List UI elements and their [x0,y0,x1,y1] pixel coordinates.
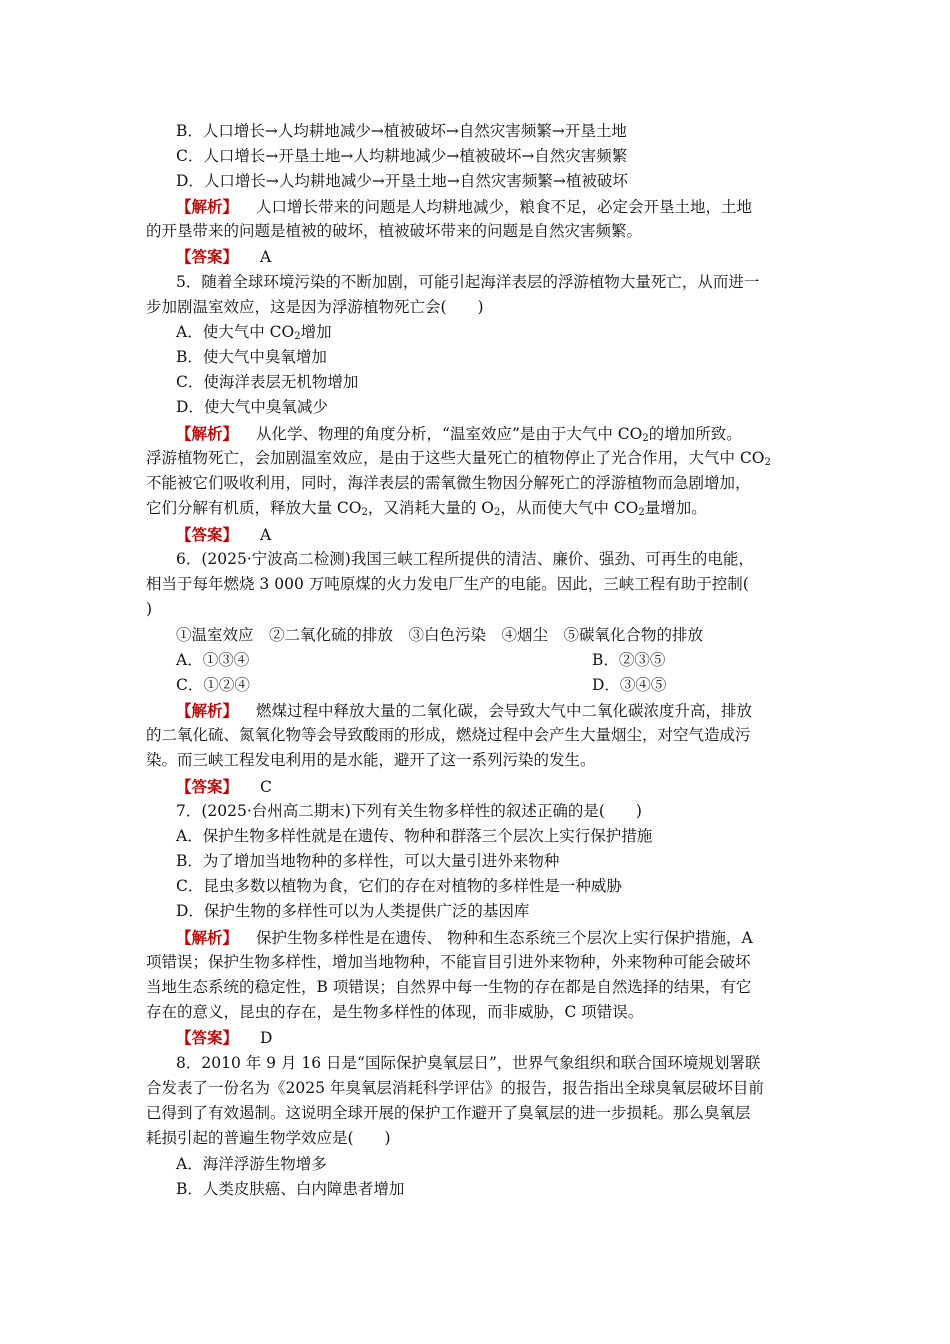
q5-explanation-cont: 不能被它们吸收利用，同时，海洋表层的需氧微生物因分解死亡的浮游植物而急剧增加， [146,474,751,492]
subscript: 2 [494,507,501,518]
subscript: 2 [638,507,645,518]
q6-explanation-line [176,698,752,724]
explanation-text: 从化学、物理的角度分析，“温室效应”是由于大气中 CO [256,425,643,443]
text: A．使大气中 CO [176,323,295,341]
q5-option-d: D．使大气中臭氧减少 [176,398,328,416]
answer-tag: 【答案】 [176,247,239,266]
subscript: 2 [294,331,301,342]
explanation-text: 燃煤过程中释放大量的二氧化碳，会导致大气中二氧化碳浓度升高，排放 [256,702,753,720]
q7-explanation-cont: 当地生态系统的稳定性，B 项错误；自然界中每一生物的存在都是自然选择的结果，有它 [146,978,752,996]
answer-value: D [260,1029,273,1047]
q7-stem: 7．(2025·台州高二期末)下列有关生物多样性的叙述正确的是( ) [176,802,642,820]
q7-option-c: C．昆虫多数以植物为食，它们的存在对植物的多样性是一种威胁 [176,877,622,895]
explanation-text: ，又消耗大量的 O [367,499,495,517]
explanation-text: 人口增长带来的问题是人均耕地减少，粮食不足，必定会开垦土地，土地 [256,198,753,216]
q5-answer-line [176,522,271,548]
answer-tag: 【答案】 [176,525,239,544]
q6-stem: 6．(2025·宁波高二检测)我国三峡工程所提供的清洁、廉价、强劲、可再生的电能， [176,550,754,568]
explanation-tag: 【解析】 [176,701,239,720]
q4-option-d: D．人口增长→人均耕地减少→开垦土地→自然灾害频繁→植被破坏 [176,172,628,190]
explanation-text: 保护生物多样性是在遗传、 物种和生态系统三个层次上实行保护措施，A [256,929,753,947]
q5-option-c: C．使海洋表层无机物增加 [176,373,359,391]
q6-options-row-2 [176,673,667,698]
q8-stem-cont: 合发表了一份名为《2025 年臭氧层消耗科学评估》的报告，报告指出全球臭氧层破坏目前 [146,1079,764,1097]
q6-stem-cont: ) [146,600,153,618]
subscript: 2 [764,457,771,468]
q5-option-b: B．使大气中臭氧增加 [176,348,327,366]
q5-stem-cont: 步加剧温室效应，这是因为浮游植物死亡会( ) [146,298,484,316]
q7-option-a: A．保护生物多样性就是在遗传、物种和群落三个层次上实行保护措施 [176,827,653,845]
explanation-text: 它们分解有机质，释放大量 CO [146,499,362,517]
q6-options-row-1 [176,648,666,673]
explanation-text: 量增加。 [644,499,707,517]
answer-value: C [260,778,272,796]
q4-answer-line [176,244,271,270]
q6-answer-line [176,774,272,800]
q6-option-a: A．①③④ [176,651,250,669]
q4-option-c: C．人口增长→开垦土地→人均耕地减少→植被破坏→自然灾害频繁 [176,147,628,165]
q7-explanation-cont: 项错误；保护生物多样性，增加当地物种，不能盲目引进外来物种，外来物种可能会破坏 [146,953,751,971]
q6-explanation-cont: 的二氧化硫、氮氧化物等会导致酸雨的形成，燃烧过程中会产生大量烟尘，对空气造成污 [146,726,751,744]
q7-answer-line [176,1025,272,1051]
explanation-tag: 【解析】 [176,197,239,216]
answer-tag: 【答案】 [176,1028,239,1047]
q6-option-d: D．③④⑤ [592,676,667,694]
q4-explanation-cont: 的开垦带来的问题是植被的破坏，植被破坏带来的问题是自然灾害频繁。 [146,222,643,240]
q6-items: ①温室效应 ②二氧化硫的排放 ③白色污染 ④烟尘 ⑤碳氧化合物的排放 [176,626,704,644]
text: 增加 [300,323,332,341]
q8-option-b: B．人类皮肤癌、白内障患者增加 [176,1180,405,1198]
q8-stem-cont: 耗损引起的普遍生物学效应是( ) [146,1129,391,1147]
q5-stem: 5．随着全球环境污染的不断加剧，可能引起海洋表层的浮游植物大量死亡，从而进一 [176,273,760,291]
q4-explanation-line [176,194,752,220]
q7-option-d: D．保护生物的多样性可以为人类提供广泛的基因库 [176,902,530,920]
q5-explanation-cont [146,496,707,525]
explanation-text: ，从而使大气中 CO [500,499,639,517]
q7-explanation-line [176,925,753,951]
subscript: 2 [361,507,368,518]
q8-stem-cont: 已得到了有效遏制。这说明全球开展的保护工作避开了臭氧层的进一步损耗。那么臭氧层 [146,1104,751,1122]
q6-option-c: C．①②④ [176,676,250,694]
explanation-text: 的增加所致。 [648,425,742,443]
explanation-text: 浮游植物死亡，会加剧温室效应，是由于这些大量死亡的植物停止了光合作用，大气中 CO [146,449,765,467]
answer-tag: 【答案】 [176,777,239,796]
answer-value: A [260,526,272,544]
q7-option-b: B．为了增加当地物种的多样性，可以大量引进外来物种 [176,852,560,870]
explanation-tag: 【解析】 [176,928,239,947]
q6-option-b: B．②③⑤ [592,651,666,669]
q6-stem-cont: 相当于每年燃烧 3 000 万吨原煤的火力发电厂生产的电能。因此，三峡工程有助于控制( [146,575,749,593]
q7-explanation-cont: 存在的意义，昆虫的存在，是生物多样性的体现，而非威胁，C 项错误。 [146,1003,644,1021]
q4-option-b: B．人口增长→人均耕地减少→植被破坏→自然灾害频繁→开垦土地 [176,122,627,140]
q8-stem: 8．2010 年 9 月 16 日是“国际保护臭氧层日”，世界气象组织和联合国环境规划署联 [176,1054,761,1072]
q6-explanation-cont: 染。而三峡工程发电利用的是水能，避开了这一系列污染的发生。 [146,751,596,769]
q8-option-a: A．海洋浮游生物增多 [176,1155,327,1173]
subscript: 2 [642,433,649,444]
answer-value: A [260,248,272,266]
explanation-tag: 【解析】 [176,424,239,443]
